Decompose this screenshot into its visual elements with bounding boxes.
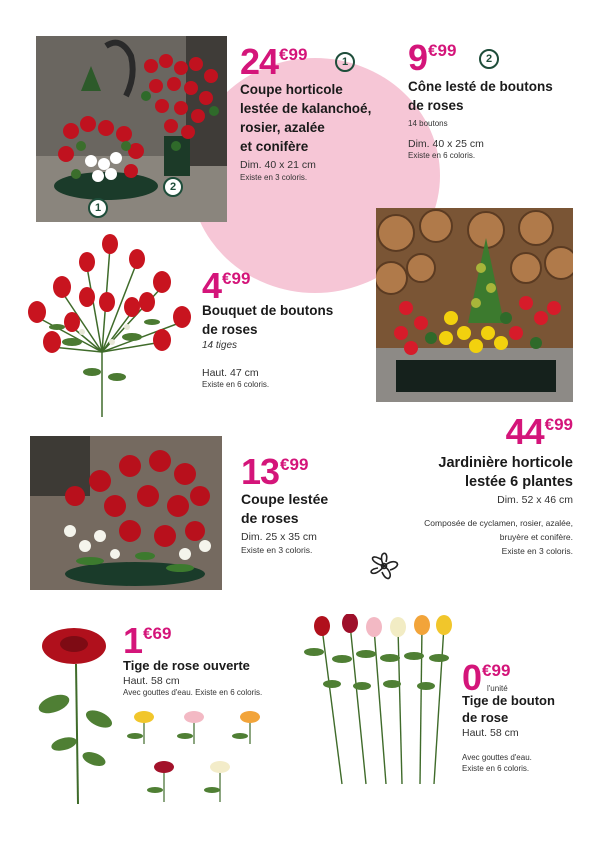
title-line: de roses <box>202 322 258 337</box>
image-rose-colour-variants <box>120 706 270 806</box>
price-cone-leste <box>408 37 457 78</box>
composition-line: Existe en 3 coloris. <box>501 546 573 556</box>
price-integer: 4 <box>202 265 222 306</box>
title-line: et conifère <box>240 139 309 154</box>
title-coupe-horticole <box>240 80 400 156</box>
price-jardiniere <box>505 411 573 452</box>
title-jardiniere <box>373 454 573 492</box>
dimensions-tige-ouverte: Haut. 58 cm <box>123 675 180 687</box>
price-decimal: €99 <box>280 455 309 474</box>
image-tige-rose-ouverte <box>24 624 118 808</box>
photo-coupe-and-cone <box>36 36 227 222</box>
price-decimal: €99 <box>428 41 457 60</box>
title-cone-leste <box>408 77 588 115</box>
price-integer: 1 <box>123 620 143 661</box>
price-decimal: €99 <box>222 269 251 288</box>
title-tige-ouverte <box>123 656 293 675</box>
photo-jardiniere <box>376 208 573 402</box>
colors-cone-leste: Existe en 6 coloris. <box>408 151 476 160</box>
count-bouquet-boutons: 14 tiges <box>202 340 238 351</box>
price-integer: 9 <box>408 37 428 78</box>
title-line: Jardinière horticole <box>438 455 573 471</box>
price-coupe-lestee <box>241 451 309 492</box>
dimensions-tige-bouton: Haut. 58 cm <box>462 727 519 739</box>
price-integer: 0 <box>462 657 482 698</box>
note-tige-bouton <box>462 752 532 774</box>
title-line: de rose <box>462 710 509 725</box>
dimensions-bouquet-boutons: Haut. 47 cm <box>202 367 259 379</box>
price-integer: 13 <box>241 451 280 492</box>
title-line: lestée de kalanchoé, <box>240 101 372 116</box>
unit-tige-bouton: l'unité <box>487 684 508 693</box>
price-coupe-horticole <box>240 41 308 82</box>
price-decimal: €69 <box>143 624 172 643</box>
dimensions-coupe-horticole: Dim. 40 x 21 cm <box>240 159 316 171</box>
price-tige-ouverte <box>123 620 172 661</box>
title-line: Coupe lestée <box>241 491 329 507</box>
title-line: Cône lesté de boutons <box>408 79 553 94</box>
note-line: Avec gouttes d'eau. <box>462 753 532 762</box>
title-line: lestée 6 plantes <box>465 474 573 490</box>
count-cone-leste: 14 boutons <box>408 119 448 128</box>
price-decimal: €99 <box>544 415 573 434</box>
colors-coupe-horticole: Existe en 3 coloris. <box>240 173 308 182</box>
price-bouquet-boutons <box>202 265 251 306</box>
dimensions-cone-leste: Dim. 40 x 25 cm <box>408 138 484 150</box>
title-line: de roses <box>408 98 464 113</box>
badge-2-photo: 2 <box>163 177 183 197</box>
dimensions-coupe-lestee: Dim. 25 x 35 cm <box>241 531 317 543</box>
title-tige-bouton <box>462 692 592 726</box>
title-line: rosier, azalée <box>240 120 325 135</box>
note-line: Existe en 6 coloris. <box>462 764 530 773</box>
composition-line: bruyère et conifère. <box>499 532 573 542</box>
title-line: de roses <box>241 510 299 526</box>
price-integer: 44 <box>505 411 544 452</box>
photo-coupe-lestee <box>30 436 222 590</box>
flower-outline-icon <box>362 546 406 588</box>
colors-coupe-lestee: Existe en 3 coloris. <box>241 545 313 555</box>
title-line: Bouquet de boutons <box>202 303 334 318</box>
badge-2: 2 <box>479 49 499 69</box>
title-coupe-lestee <box>241 490 381 528</box>
photo-coupe-and-cone-illustration <box>36 36 227 222</box>
image-bouquet-boutons <box>12 232 196 422</box>
price-integer: 24 <box>240 41 279 82</box>
badge-1: 1 <box>335 52 355 72</box>
colors-tige-ouverte: Avec gouttes d'eau. Existe en 6 coloris. <box>123 688 263 697</box>
photo-jardiniere-illustration <box>376 208 573 402</box>
title-bouquet-boutons <box>202 301 372 339</box>
price-decimal: €99 <box>279 45 308 64</box>
dimensions-jardiniere: Dim. 52 x 46 cm <box>497 494 573 506</box>
badge-1-photo: 1 <box>88 198 108 218</box>
composition-line: Composée de cyclamen, rosier, azalée, <box>424 518 573 528</box>
title-line: Tige de rose ouverte <box>123 658 250 673</box>
composition-jardiniere <box>383 516 573 558</box>
colors-bouquet-boutons: Existe en 6 coloris. <box>202 380 270 389</box>
price-decimal: €99 <box>482 661 511 680</box>
image-tige-bouton-rose <box>304 614 464 788</box>
title-line: Coupe horticole <box>240 82 343 97</box>
title-line: Tige de bouton <box>462 693 555 708</box>
photo-coupe-lestee-illustration <box>30 436 222 590</box>
